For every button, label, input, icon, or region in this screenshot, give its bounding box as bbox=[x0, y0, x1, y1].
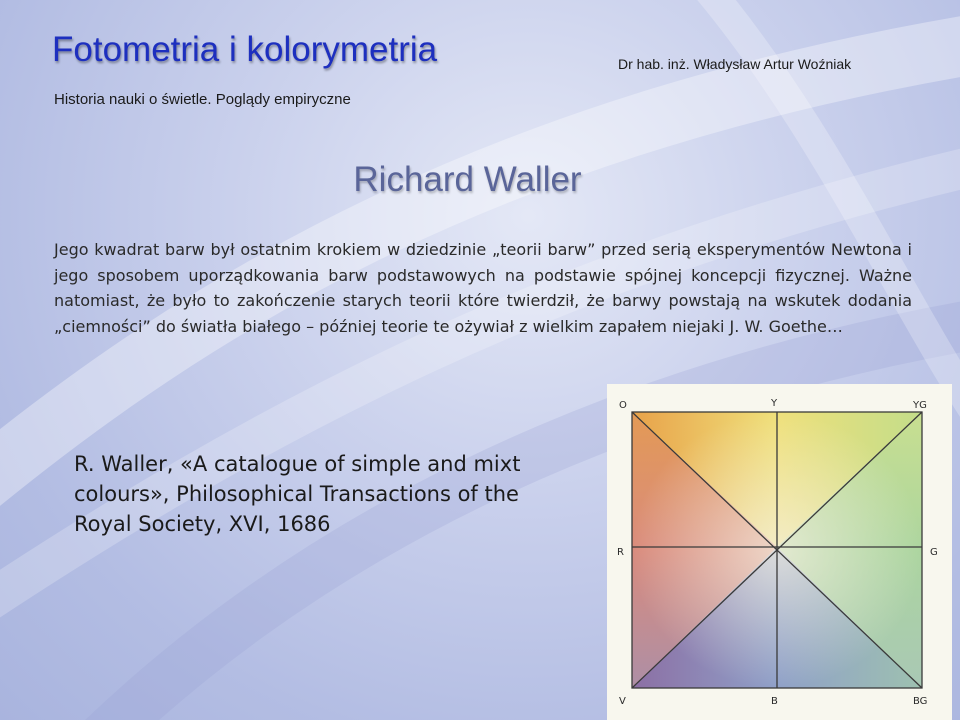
page-title: Fotometria i kolorymetria bbox=[52, 30, 438, 69]
label-y: Y bbox=[771, 398, 778, 409]
label-b: B bbox=[771, 696, 778, 707]
waller-color-square-image bbox=[607, 384, 952, 720]
page-subtitle: Historia nauki o świetle. Poglądy empiryczne bbox=[54, 91, 351, 108]
citation-text: R. Waller, «A catalogue of simple and mixt colours», Philosophical Transactions of the Royal Society, XVI, 1686 bbox=[74, 452, 521, 536]
label-v: V bbox=[619, 696, 626, 707]
label-o: O bbox=[619, 400, 627, 411]
label-r: R bbox=[617, 547, 624, 558]
slide-heading: Richard Waller bbox=[353, 160, 582, 199]
author-name: Dr hab. inż. Władysław Artur Woźniak bbox=[618, 56, 852, 72]
body-paragraph: Jego kwadrat barw był ostatnim krokiem w dziedzinie „teorii barw” przed serią eksperymentów Newtona i jego sposobem uporządkowania barw podstawowych na podstawie spójnej koncepcji fizycznej. Ważne natomiast, że było to zakończenie starych teorii które twierdził, że barwy powstają na wskutek dodania „ciemności” do światła białego – później teorie te ożywiał z wielkim zapałem niejaki J. W. Goethe… bbox=[54, 240, 912, 336]
label-bg: BG bbox=[913, 696, 928, 707]
label-yg: YG bbox=[913, 400, 927, 411]
label-g: G bbox=[930, 547, 938, 558]
